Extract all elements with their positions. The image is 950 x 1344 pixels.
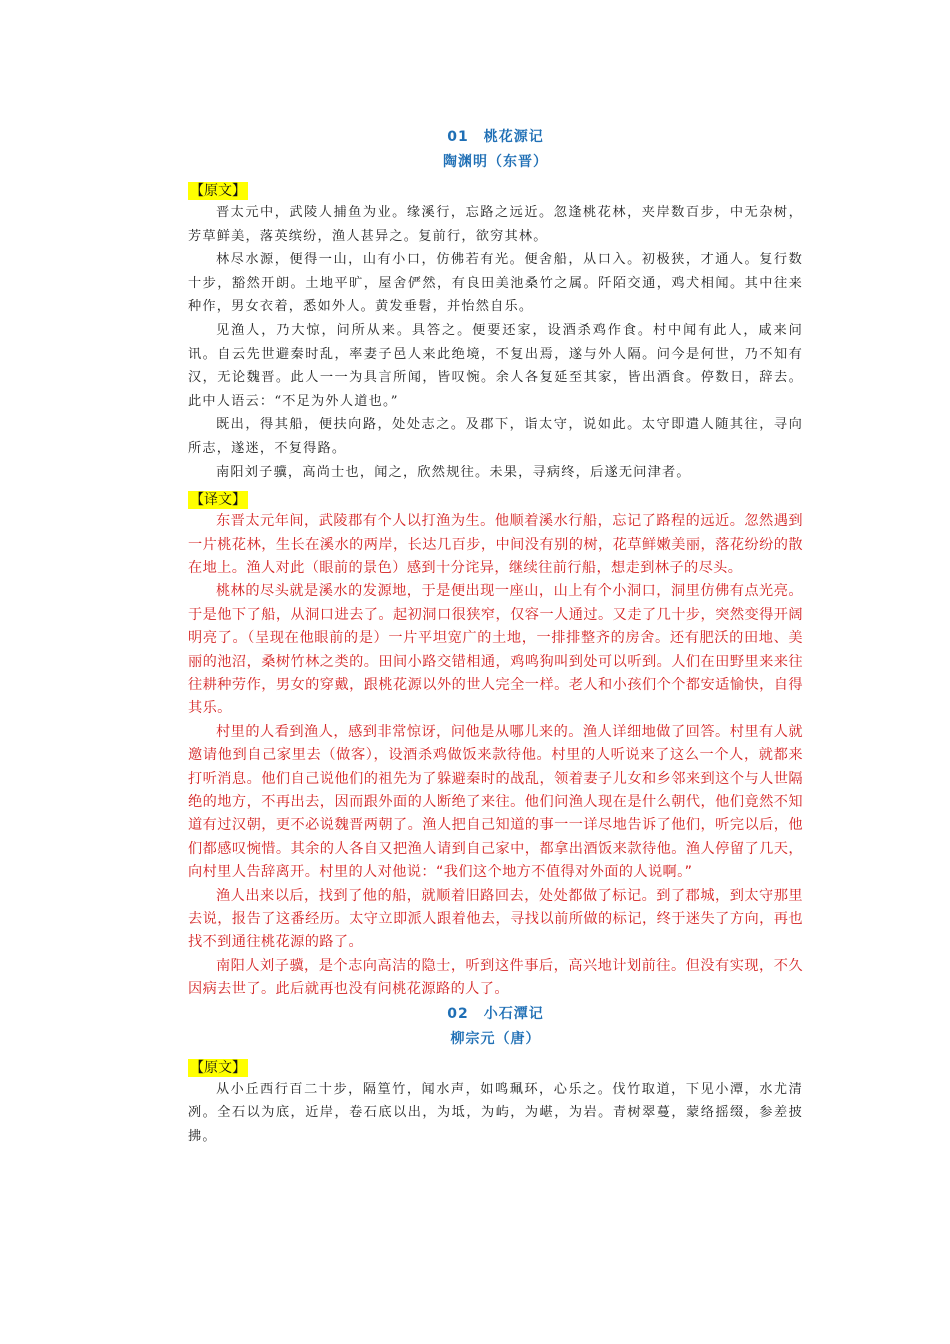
- original-paragraph: 晋太元中，武陵人捕鱼为业。缘溪行，忘路之远近。忽逢桃花林，夹岸数百步，中无杂树，芳草鲜美，落英缤纷，渔人甚异之。复前行，欲穷其林。: [188, 205, 803, 244]
- original-paragraph: 见渔人，乃大惊，问所从来。具答之。便要还家，设酒杀鸡作食。村中闻有此人，咸来问讯。自云先世避秦时乱，率妻子邑人来此绝境，不复出焉，遂与外人隔。问今是何世，乃不知有汉，无论魏晋。此人一一为具言所闻，皆叹惋。余人各复延至其家，皆出酒食。停数日，辞去。此中人语云：“不足为外人道也。”: [188, 322, 803, 409]
- translation-tag-row: [188, 488, 803, 510]
- original-text-tag: 【原文】: [190, 1059, 246, 1076]
- original-text-tag: 【原文】: [190, 183, 246, 199]
- original-text-block: [188, 1078, 803, 1149]
- translation-paragraph: 南阳人刘子骥，是个志向高洁的隐士，听到这件事后，高兴地计划前往。但没有实现，不久因病去世了。此后就再也没有问桃花源路的人了。: [188, 957, 803, 998]
- section-author: 陶渊明（东晋）: [443, 154, 548, 170]
- section-author: 柳宗元（唐）: [450, 1030, 541, 1047]
- section-title: 02 小石潭记: [447, 1005, 544, 1022]
- translation-text-block: [188, 510, 803, 1002]
- document-content: [188, 125, 803, 1148]
- original-text-block: [188, 201, 803, 484]
- translation-paragraph: 东晋太元年间，武陵郡有个人以打渔为生。他顺着溪水行船，忘记了路程的远近。忽然遇到一片桃花林，生长在溪水的两岸，长达几百步，中间没有别的树，花草鲜嫩美丽，落花纷纷的散在地上。渔人对此（眼前的景色）感到十分诧异，继续往前行船，想走到林子的尽头。: [188, 513, 803, 576]
- translation-paragraph: 桃林的尽头就是溪水的发源地，于是便出现一座山，山上有个小洞口，洞里仿佛有点光亮。于是他下了船，从洞口进去了。起初洞口很狭窄，仅容一人通过。又走了几十步，突然变得开阔明亮了。（呈现在他眼前的是）一片平坦宽广的土地，一排排整齐的房舍。还有肥沃的田地、美丽的池沼，桑树竹林之类的。田间小路交错相通，鸡鸣狗叫到处可以听到。人们在田野里来来往往耕种劳作，男女的穿戴，跟桃花源以外的世人完全一样。老人和小孩们个个都安适愉快，自得其乐。: [188, 583, 803, 717]
- original-paragraph: 从小丘西行百二十步，隔篁竹，闻水声，如鸣珮环，心乐之。伐竹取道，下见小潭，水尤清冽。全石以为底，近岸，卷石底以出，为坻，为屿，为嵁，为岩。青树翠蔓，蒙络摇缀，参差披拂。: [188, 1081, 803, 1144]
- section-title: 01 桃花源记: [447, 129, 544, 145]
- original-tag-row: [188, 179, 803, 201]
- translation-paragraph: 村里的人看到渔人，感到非常惊讶，问他是从哪儿来的。渔人详细地做了回答。村里有人就邀请他到自己家里去（做客），设酒杀鸡做饭来款待他。村里的人听说来了这么一个人，就都来打听消息。他们自己说他们的祖先为了躲避秦时的战乱，领着妻子儿女和乡邻来到这个与人世隔绝的地方，不再出去，因而跟外面的人断绝了来往。他们问渔人现在是什么朝代，他们竟然不知道有过汉朝，更不必说魏晋两朝了。渔人把自己知道的事一一详尽地告诉了他们，听完以后，他们都感叹惋惜。其余的人各自又把渔人请到自己家中，都拿出酒饭来款待他。渔人停留了几天，向村里人告辞离开。村里的人对他说：“我们这个地方不值得对外面的人说啊。”: [188, 723, 803, 881]
- original-paragraph: 既出，得其船，便扶向路，处处志之。及郡下，诣太守，说如此。太守即遣人随其往，寻向所志，遂迷，不复得路。: [188, 417, 803, 456]
- original-paragraph: 南阳刘子骥，高尚士也，闻之，欣然规往。未果，寻病终，后遂无问津者。: [216, 464, 691, 480]
- section-taohuayuan: [188, 125, 803, 1002]
- translation-tag: 【译文】: [190, 492, 246, 509]
- original-paragraph: 林尽水源，便得一山，山有小口，仿佛若有光。便舍船，从口入。初极狭，才通人。复行数十步，豁然开朗。土地平旷，屋舍俨然，有良田美池桑竹之属。阡陌交通，鸡犬相闻。其中往来种作，男女衣着，悉如外人。黄发垂髫，并怡然自乐。: [188, 252, 803, 315]
- translation-paragraph: 渔人出来以后，找到了他的船，就顺着旧路回去，处处都做了标记。到了郡城，到太守那里去说，报告了这番经历。太守立即派人跟着他去，寻找以前所做的标记，终于迷失了方向，再也找不到通往桃花源的路了。: [188, 887, 803, 951]
- section-xiaoshitan: [188, 1002, 803, 1149]
- original-tag-row: [188, 1056, 803, 1078]
